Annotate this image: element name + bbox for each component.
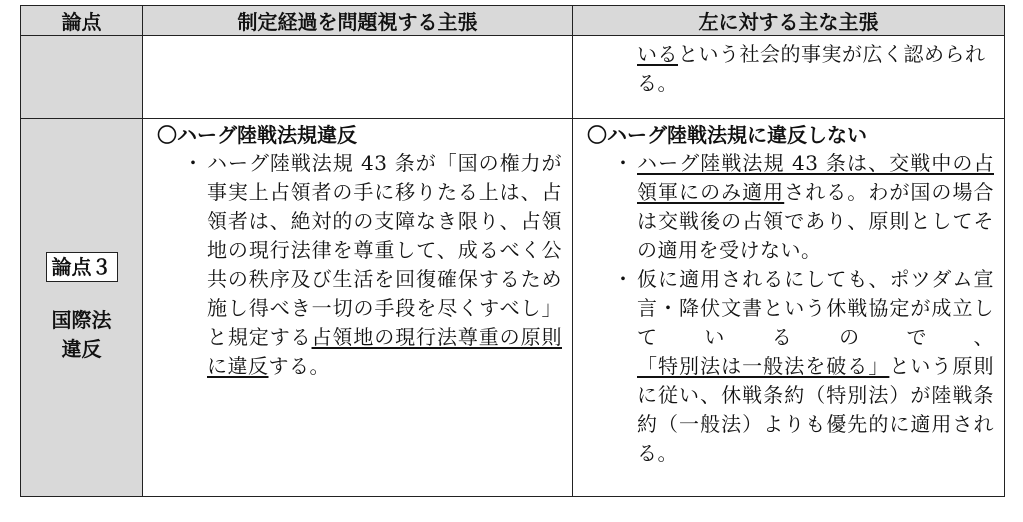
continuation-critique-cell (143, 36, 573, 119)
response-bullet-1 (587, 149, 994, 265)
issue-topic-cell (21, 119, 143, 497)
response-bullet-2-text: 仮に適用されるにしても、ポツダム宣言・降伏文書という休戦協定が成立しているので、 (637, 267, 994, 349)
continuation-rest: という社会的事実が広く認められる。 (637, 42, 986, 95)
response-bullet-1-tail: される。わが国の場合は交戦後の占領であり、原則としてその適用を受けない。 (637, 180, 994, 262)
response-bullet-2 (587, 265, 994, 468)
issue-row (21, 119, 1005, 497)
issue-response-cell (573, 119, 1005, 497)
issue-critique-cell (143, 119, 573, 497)
response-bullets (587, 149, 994, 468)
bullet-marker: ・ (613, 151, 634, 175)
response-bullet-2-underlined: 「特別法は一般法を破る」 (637, 354, 890, 378)
response-bullet-1-underlined: ハーグ陸戦法規 43 条は、交戦中の占領軍にのみ適用 (637, 151, 994, 204)
critique-bullets (157, 149, 562, 381)
header-response: 左に対する主な主張 (573, 6, 1005, 36)
continuation-response-cell (573, 36, 1005, 119)
critique-bullet (157, 149, 562, 381)
critique-bullet-text: ハーグ陸戦法規 43 条が「国の権力が事実上占領者の手に移りたる上は、占領者は、絶対的の支障なき限り、占領地の現行法律を尊重して、成るべく公共の秩序及び生活を回復確保するため施し得べき一切の手段を尽くすべし」と規定する (207, 151, 562, 349)
issue-name-line1: 国際法 (51, 307, 112, 332)
issue-name (21, 306, 142, 364)
bullet-marker: ・ (613, 267, 634, 291)
response-bullet-2-tail: という原則に従い、休戦条約（特別法）が陸戦条約（一般法）よりも優先的に適用される。 (637, 354, 994, 465)
critique-bullet-underlined: 占領地の現行法尊重の原則に違反 (207, 325, 562, 378)
critique-bullet-tail: する。 (268, 354, 330, 378)
comparison-table (20, 5, 1005, 497)
header-row (21, 6, 1005, 36)
continuation-row (21, 36, 1005, 119)
header-critique: 制定経過を問題視する主張 (143, 6, 573, 36)
issue-badge: 論点３ (46, 252, 118, 282)
response-heading: 〇ハーグ陸戦法規に違反しない (587, 123, 867, 147)
continuation-response-text (573, 36, 1004, 98)
continuation-underlined: いる (637, 42, 678, 66)
issue-name-line2: 違反 (61, 336, 102, 361)
continuation-topic-cell (21, 36, 143, 119)
bullet-marker: ・ (183, 151, 204, 175)
header-topic: 論点 (21, 6, 143, 36)
critique-heading: 〇ハーグ陸戦法規違反 (157, 123, 357, 147)
